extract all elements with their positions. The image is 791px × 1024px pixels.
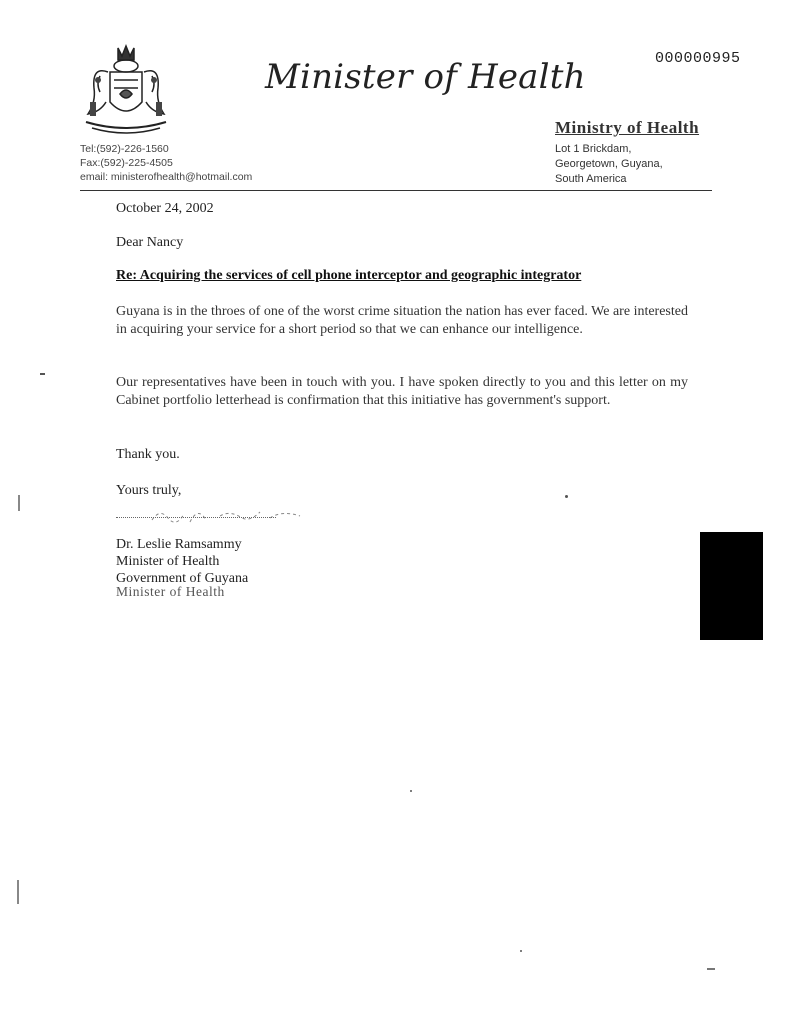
- salutation: Dear Nancy: [116, 235, 184, 250]
- scan-speck: [707, 968, 715, 970]
- scan-speck: [17, 880, 19, 904]
- stamp-text: Minister of Health: [116, 584, 225, 599]
- closing: Yours truly,: [116, 483, 182, 498]
- scan-speck: [410, 790, 412, 792]
- scan-speck: [520, 950, 522, 952]
- document-id: 000000995: [655, 50, 741, 67]
- address-line: Lot 1 Brickdam,: [555, 143, 632, 155]
- coat-of-arms-icon: [78, 42, 174, 138]
- paragraph: Guyana is in the throes of one of the worst crime situation the nation has ever faced. We are interested in acquiring your service for a short period so that we can enhance our intelligence.: [116, 304, 688, 337]
- signatory-government: Government of Guyana: [116, 571, 249, 586]
- scan-speck: [565, 495, 568, 498]
- letterhead-title: Minister of Health: [265, 57, 586, 97]
- signatory-title: Minister of Health: [116, 554, 220, 569]
- scan-speck: [18, 495, 20, 511]
- signatory-name: Dr. Leslie Ramsammy: [116, 537, 242, 552]
- redaction-block: [700, 532, 763, 640]
- paragraph: Our representatives have been in touch with you. I have spoken directly to you and this letter on my Cabinet portfolio letterhead is confirmation that this initiative has government's support.: [116, 375, 688, 408]
- letterhead-divider: [80, 190, 712, 191]
- ministry-name: Ministry of Health: [555, 118, 700, 137]
- contact-email: email: ministerofhealth@hotmail.com: [80, 171, 253, 183]
- scan-speck: [40, 373, 45, 375]
- thanks: Thank you.: [116, 447, 180, 462]
- signature-line: [116, 517, 276, 518]
- subject-line: Re: Acquiring the services of cell phone interceptor and geographic integrator: [116, 268, 582, 283]
- contact-phone: Tel:(592)-226-1560: [80, 143, 169, 155]
- contact-fax: Fax:(592)-225-4505: [80, 157, 173, 169]
- letter-date: October 24, 2002: [116, 201, 214, 216]
- address-line: South America: [555, 173, 627, 185]
- signature-icon: [150, 498, 310, 528]
- address-line: Georgetown, Guyana,: [555, 158, 663, 170]
